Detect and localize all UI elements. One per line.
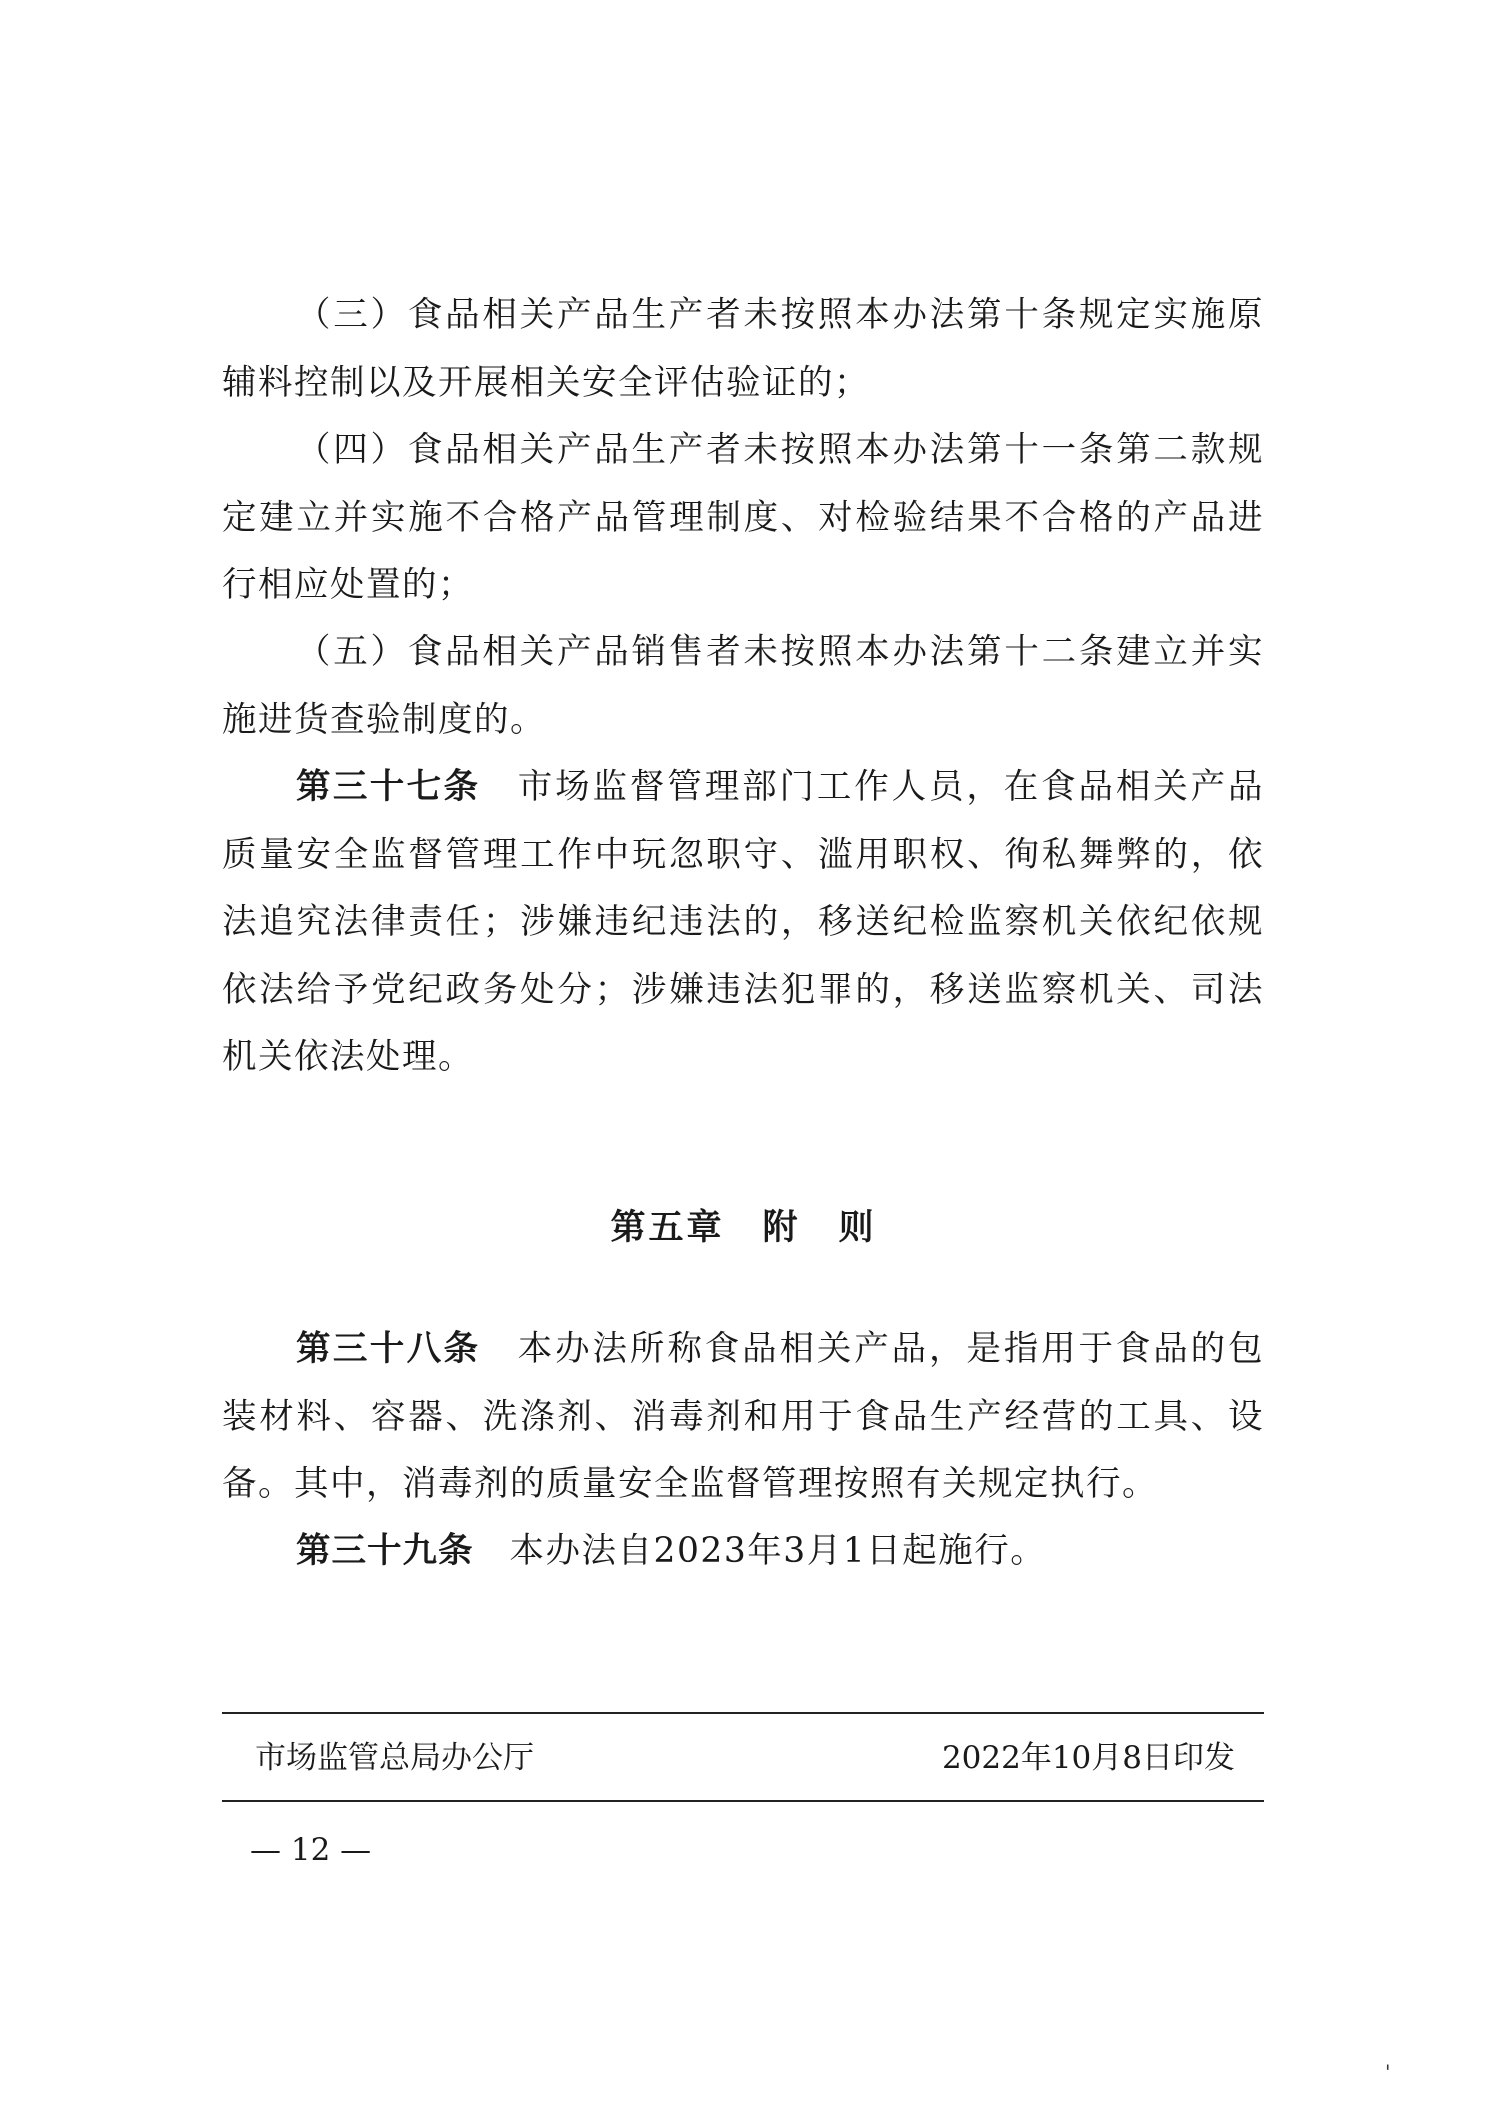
article-38-label: 第三十八条: [296, 1329, 481, 1369]
chapter-title: 第五章 附 则: [610, 1208, 877, 1248]
corner-mark: ': [1385, 2060, 1391, 2084]
article-37-text: 市场监督管理部门工作人员，在食品相关产品质量安全监督管理工作中玩忽职守、滥用职权、徇私舞弊的，依法追究法律责任；涉嫌违纪违法的，移送纪检监察机关依纪依规依法给予党纪政务处分；涉嫌违法犯罪的，移送监察机关、司法机关依法处理。: [222, 767, 1265, 1077]
imprint-issuer: 市场监管总局办公厅: [255, 1740, 534, 1776]
article-39-label: 第三十九条: [296, 1531, 474, 1571]
article-37: [222, 754, 1264, 1092]
item-3: （三）食品相关产品生产者未按照本办法第十条规定实施原辅料控制以及开展相关安全评估验证的；: [222, 295, 1264, 403]
article-38-text: 本办法所称食品相关产品，是指用于食品的包装材料、容器、洗涤剂、消毒剂和用于食品生产经营的工具、设备。其中，消毒剂的质量安全监督管理按照有关规定执行。: [222, 1329, 1265, 1504]
article-39: [222, 1518, 1264, 1586]
article-37-label: 第三十七条: [296, 767, 481, 807]
article-38: [222, 1316, 1264, 1519]
imprint-line: [255, 1733, 1235, 1783]
page-number: — 12 —: [250, 1832, 372, 1868]
article-39-text: 本办法自2023年3月1日起施行。: [509, 1531, 1047, 1571]
imprint-top-rule: [222, 1712, 1264, 1714]
item-5: （五）食品相关产品销售者未按照本办法第十二条建立并实施进货查验制度的。: [222, 632, 1264, 740]
imprint-date: 2022年10月8日印发: [941, 1740, 1235, 1776]
item-4: （四）食品相关产品生产者未按照本办法第十一条第二款规定建立并实施不合格产品管理制度、对检验结果不合格的产品进行相应处置的；: [222, 430, 1264, 605]
imprint-bottom-rule: [222, 1800, 1264, 1802]
